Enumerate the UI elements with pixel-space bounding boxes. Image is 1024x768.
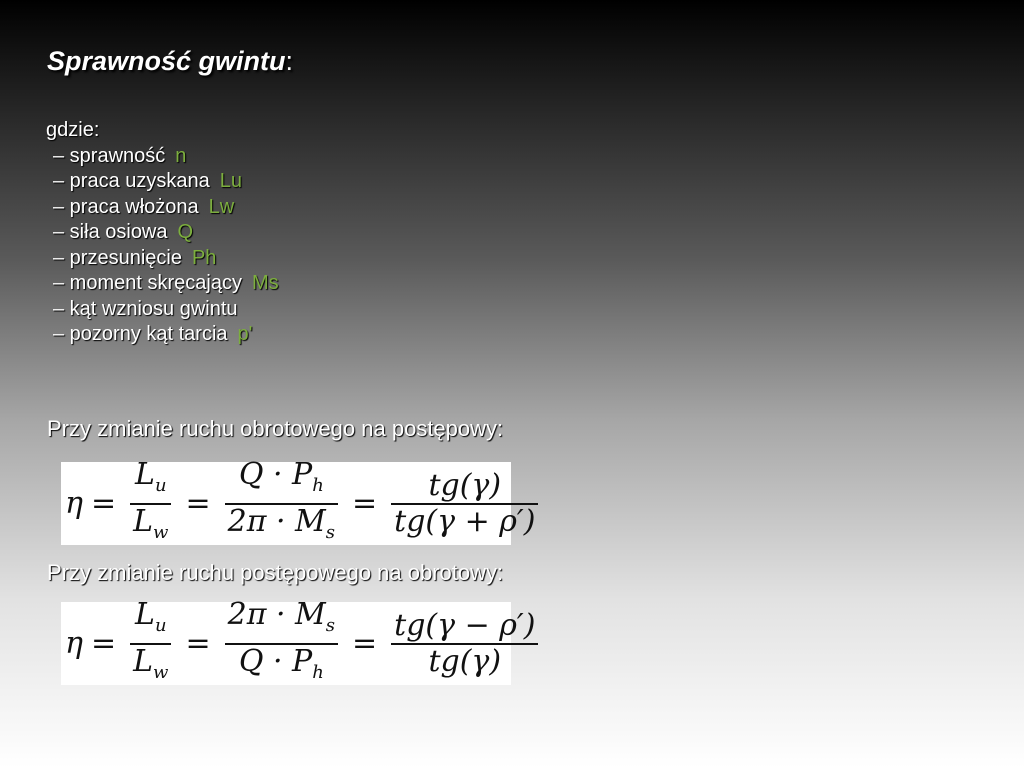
legend-item-friction-angle xyxy=(46,322,279,348)
legend-label: – siła osiowa xyxy=(53,221,168,243)
legend-item-efficiency xyxy=(46,144,279,170)
legend-symbol: Lw xyxy=(208,195,235,218)
efficiency-formula-rotary-to-linear: η = $\frac{L_u}{L_w}$ = $\frac{Q \cdot P_h}{2\pi \cdot M_s}$ = $\frac{tg(\gamma)}{tg(\gamma + \rho')}$ xyxy=(61,462,511,545)
legend-label: – przesunięcie xyxy=(53,246,182,269)
legend-symbol: n xyxy=(175,144,187,167)
variable-legend xyxy=(46,118,279,348)
efficiency-formula-linear-to-rotary: η = $\frac{L_u}{L_w}$ = $\frac{2\pi \cdot M_s}{Q \cdot P_h}$ = $\frac{tg(\gamma - \rho')}{tg(\gamma)}$ xyxy=(61,602,511,685)
legend-label: – moment skręcający xyxy=(53,272,242,294)
slide-title-main: Sprawność gwintu xyxy=(47,46,286,76)
legend-intro: gdzie: xyxy=(46,119,100,141)
slide-title xyxy=(47,46,293,77)
legend-symbol: Ph xyxy=(191,246,217,269)
legend-label: – praca uzyskana xyxy=(53,170,210,192)
legend-label: – praca włożona xyxy=(53,195,199,218)
legend-symbol: p' xyxy=(237,323,253,345)
legend-item-work-output xyxy=(46,169,279,195)
legend-symbol: Lu xyxy=(219,170,243,192)
legend-symbol: Q xyxy=(177,221,194,243)
legend-label: – kąt wzniosu gwintu xyxy=(53,297,238,320)
legend-item-axial-force xyxy=(46,220,279,246)
legend-item-torque xyxy=(46,271,279,297)
legend-list xyxy=(46,144,279,348)
legend-label: – pozorny kąt tarcia xyxy=(53,323,228,345)
slide-title-suffix: : xyxy=(285,46,294,76)
legend-label: – sprawność xyxy=(53,144,166,167)
section-heading-rotary-to-linear: Przy zmianie ruchu obrotowego na postępowy: xyxy=(47,416,504,441)
legend-symbol: Ms xyxy=(251,272,279,294)
legend-item-displacement xyxy=(46,246,279,272)
legend-item-work-input xyxy=(46,195,279,221)
legend-item-lead-angle xyxy=(46,297,279,323)
section-heading-linear-to-rotary: Przy zmianie ruchu postępowego na obrotowy: xyxy=(47,560,504,585)
